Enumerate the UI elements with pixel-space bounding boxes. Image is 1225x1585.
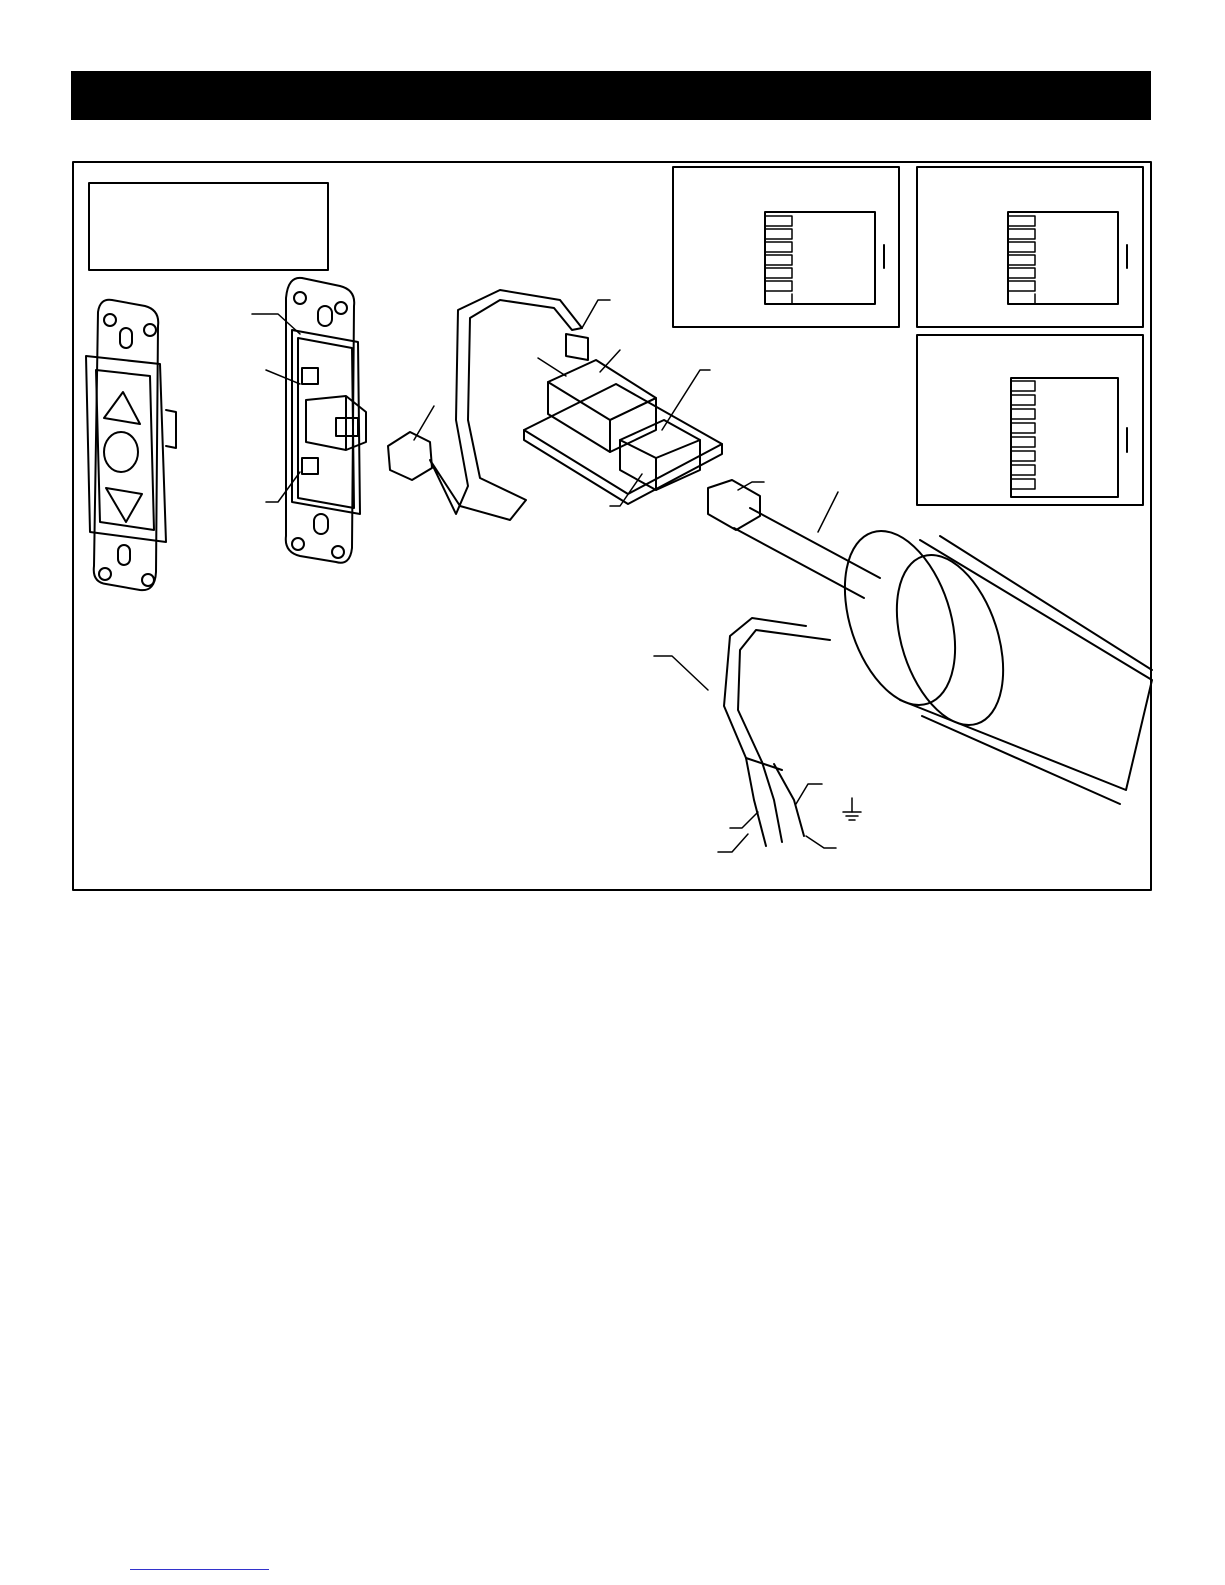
up-arrow-icon [104, 392, 140, 424]
leader-lines [252, 300, 838, 852]
wall-switch-plate [86, 300, 176, 590]
pin-slots-c [1011, 381, 1035, 489]
connector-pinout-a-panel [673, 167, 899, 327]
stop-button-icon [104, 432, 138, 472]
footer-link[interactable] [130, 1569, 269, 1570]
connector-pinout-b-panel [917, 167, 1143, 327]
switch-back-housing [286, 278, 366, 563]
button-bottom [302, 458, 318, 474]
short-patch-cable [388, 290, 588, 520]
ground-symbol [843, 798, 861, 820]
legend-box [89, 183, 328, 270]
button-top [302, 368, 318, 384]
motor-cable [708, 480, 880, 598]
diagram-frame [73, 162, 1151, 890]
down-arrow-icon [106, 488, 142, 522]
pin-slots-b [1008, 216, 1035, 303]
power-wires [724, 618, 830, 846]
pin-slots-a [765, 216, 792, 303]
tubular-motor [825, 517, 1152, 804]
connector-pinout-c-panel [917, 335, 1143, 505]
